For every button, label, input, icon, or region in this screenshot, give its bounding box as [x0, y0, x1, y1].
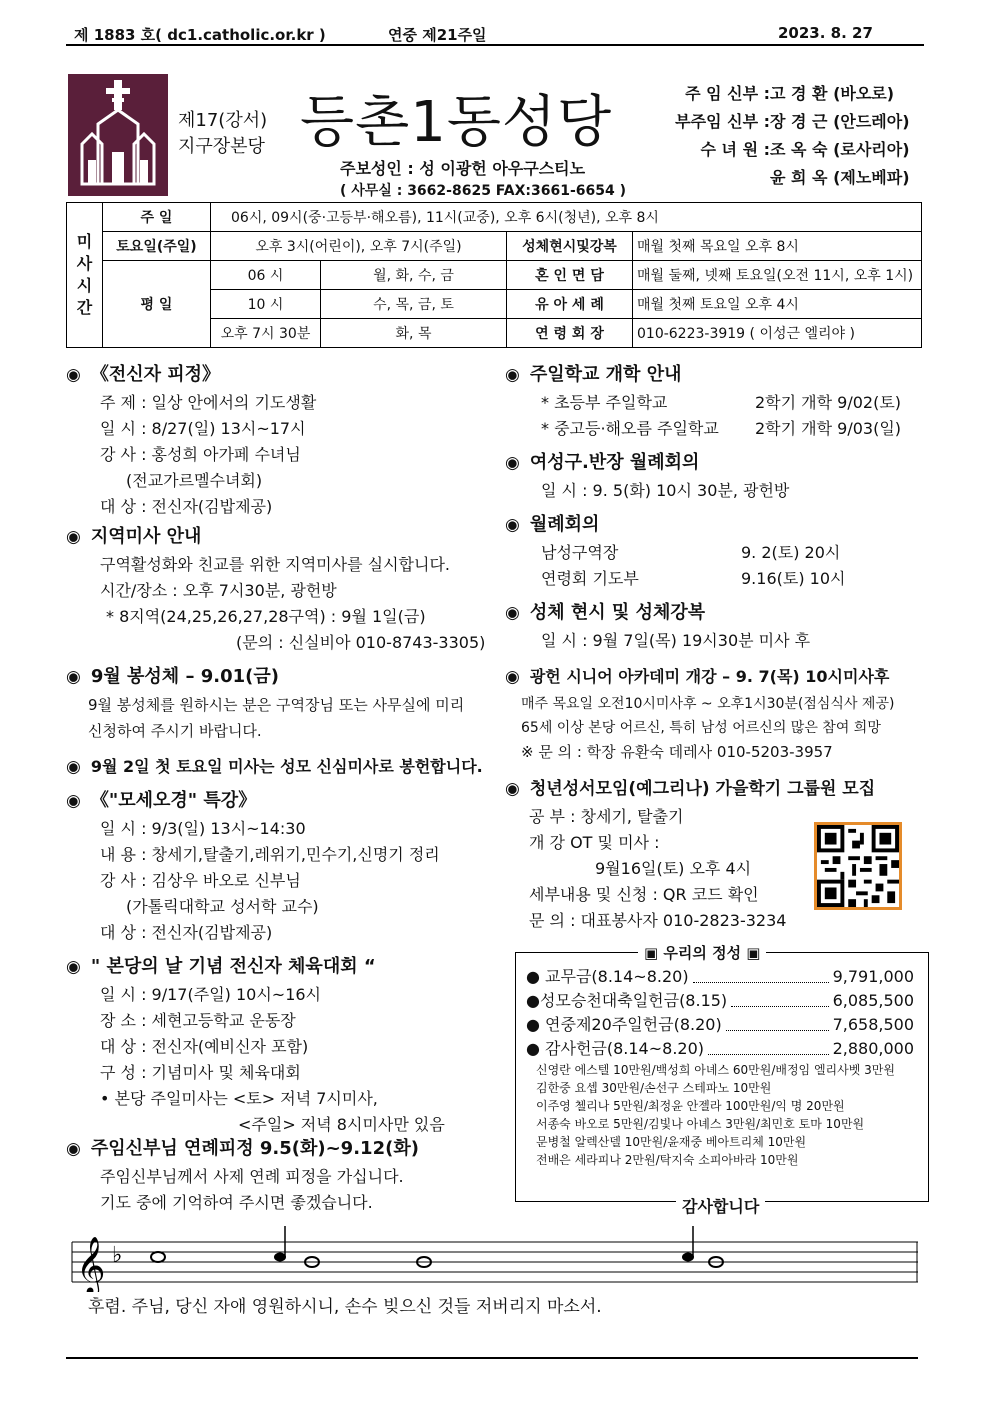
- issue-date: 2023. 8. 27: [778, 24, 873, 42]
- section-district-mass: ◉ 지역미사 안내 구역활성화와 친교를 위한 지역미사를 실시합니다. 시간/장소 : 오후 7시30분, 광헌방 * 8지역(24,25,26,27,28구역) : 9월 1일(금) (문의 : 신실비아 010-8743-3305): [66, 526, 486, 652]
- info-value: 매월 둘째, 넷째 토요일(오전 11시, 오후 1시): [633, 261, 922, 290]
- sunday-mass-times: 06시, 09시(중·고등부·해오름), 11시(교중), 오후 6시(청년), 오후 8시: [211, 203, 922, 232]
- liturgical-week: 연중 제21주일: [388, 26, 487, 44]
- section-monthly-meeting: ◉ 월례회의 남성구역장 9. 2(토) 20시 연령회 기도부 9.16(토) 10시: [505, 514, 846, 588]
- weekday-time: 10 시: [211, 290, 321, 319]
- section-senior-academy: ◉ 광헌 시니어 아카데미 개강 – 9. 7(목) 10시미사후 매주 목요일 오전10시미사후 ~ 오후1시30분(점심식사 제공) 65세 이상 본당 어르신, 특히 남성 어르신의 많은 참여 희망 ※ 문 의 : 학장 유환숙 데레사 010-5203-3957: [505, 667, 895, 761]
- section-title: 9월 봉성체 – 9.01(금): [90, 666, 279, 687]
- weekday-time: 오후 7시 30분: [211, 319, 321, 348]
- section-women-meeting: ◉ 여성구.반장 월례회의 일 시 : 9. 5(화) 10시 30분, 광헌방: [505, 452, 790, 500]
- mass-side-label: 미 사 시 간: [67, 203, 103, 348]
- svg-text:♭: ♭: [112, 1243, 123, 1268]
- weekday-days: 월, 화, 수, 금: [321, 261, 507, 290]
- page-bottom-rule: [66, 1357, 918, 1359]
- qr-code-icon: [817, 825, 899, 907]
- svg-text:𝄞: 𝄞: [76, 1236, 106, 1292]
- weekday-time: 06 시: [211, 261, 321, 290]
- church-icon: [68, 74, 168, 196]
- patron-saint: 주보성인 : 성 이광헌 아우구스티노: [340, 159, 586, 178]
- section-title: 청년성서모임(예그리나) 가을학기 그룹원 모집: [529, 779, 876, 799]
- bullet-icon: ◉: [66, 667, 81, 687]
- section-sports-day: ◉ " 본당의 날 기념 전신자 체육대회 “ 일 시 : 9/17(주일) 10시~16시 장 소 : 세현고등학교 운동장 대 상 : 전신자(예비신자 포함) 구 성 : 기념미사 및 체육대회 • 본당 주일미사는 <토> 저녁 7시미사, <주일> 저녁 8시미사만 있음: [66, 956, 445, 1134]
- offering-item: ● 연중제20주일헌금(8.20) 7,658,500: [526, 1015, 914, 1034]
- issue-header: [66, 24, 924, 46]
- bullet-icon: ◉: [66, 1139, 81, 1159]
- bullet-icon: ◉: [66, 757, 81, 777]
- weekday-days: 수, 목, 금, 토: [321, 290, 507, 319]
- bullet-icon: ◉: [66, 957, 81, 977]
- clergy-row: 주 임 신부 :고 경 환 (바오로): [685, 84, 895, 103]
- bullet-icon: ◉: [66, 527, 81, 547]
- clergy-row: 수 녀 원 :조 옥 숙 (로사리아): [700, 140, 910, 159]
- offering-item: ● 감사헌금(8.14~8.20) 2,880,000: [526, 1039, 914, 1058]
- donor-list: 신영란 에스텔 10만원/백성희 아녜스 60만원/배정임 엘리사벳 3만원 김한중 요셉 30만원/손선구 스테파노 10만원 이주영 첼리나 5만원/최정윤 안젤라 100만원/익 명 20만원 서종숙 바오로 5만원/김빛나 아녜스 3만원/최민호 토마 10만원 문병철 알렉산델 10만원/윤재중 베아트리체 10만원 전배은 세라피나 2만원/탁지숙 소피아바라 10만원: [536, 1063, 895, 1167]
- clergy-list: [650, 80, 920, 192]
- section-title: 광헌 시니어 아카데미 개강 – 9. 7(목) 10시미사후: [529, 667, 890, 686]
- adoration-label: 성체현시및강복: [507, 232, 633, 261]
- bullet-icon: ◉: [505, 515, 520, 535]
- bullet-icon: ◉: [505, 365, 520, 385]
- info-value: 010-6223-3919 ( 이성근 엘리야 ): [633, 319, 922, 348]
- sunday-label: 주 일: [103, 203, 211, 232]
- section-communion: ◉ 9월 봉성체 – 9.01(금) 9월 봉성체를 원하시는 분은 구역장님 또는 사무실에 미리 신청하여 주시기 바랍니다.: [66, 666, 465, 740]
- section-title: 《"모세오경" 특강》: [90, 790, 257, 811]
- offering-item: ●성모승천대축일헌금(8.15) 6,085,500: [526, 991, 914, 1010]
- info-label: 혼 인 면 담: [507, 261, 633, 290]
- section-title: 주일학교 개학 안내: [529, 364, 682, 385]
- section-adoration: ◉ 성체 현시 및 성체강복 일 시 : 9월 7일(목) 19시30분 미사 후: [505, 602, 811, 650]
- church-logo: [68, 74, 168, 196]
- bullet-icon: ◉: [66, 365, 81, 385]
- section-title: 지역미사 안내: [90, 526, 202, 547]
- offering-item: ● 교무금(8.14~8.20) 9,791,000: [526, 967, 914, 986]
- music-notation-icon: [68, 1222, 918, 1292]
- section-pentateuch: ◉ 《"모세오경" 특강》 일 시 : 9/3(일) 13시~14:30 내 용 : 창세기,탈출기,레위기,민수기,신명기 정리 강 사 : 김상우 바오로 신부님 (가톨릭대학교 성서학 교수) 대 상 : 전신자(김밥제공): [66, 790, 440, 942]
- info-value: 매월 첫째 토요일 오후 4시: [633, 290, 922, 319]
- thanks-text: 감사합니다: [676, 1194, 765, 1217]
- district-label: 제17(강서) 지구장본당: [178, 110, 268, 157]
- music-staff: [68, 1222, 918, 1292]
- adoration-info: 매월 첫째 목요일 오후 8시: [633, 232, 922, 261]
- section-title: 성체 현시 및 성체강복: [529, 602, 706, 623]
- bullet-icon: ◉: [505, 603, 520, 623]
- section-title: 월례회의: [529, 514, 600, 535]
- parish-name: 등촌1동성당: [300, 90, 613, 155]
- mass-schedule-table: [66, 202, 922, 348]
- bullet-icon: ◉: [66, 791, 81, 811]
- section-retreat: ◉ 《전신자 피정》 주 제 : 일상 안에서의 기도생활 일 시 : 8/27(일) 13시~17시 강 사 : 홍성희 아가페 수녀님 (전교가르멜수녀회) 대 상 : 전신자(김밥제공): [66, 364, 317, 516]
- section-pastor-retreat: ◉ 주임신부님 연례피정 9.5(화)~9.12(화) 주임신부님께서 사제 연례 피정을 가십니다. 기도 중에 기억하여 주시면 좋겠습니다.: [66, 1138, 419, 1212]
- offering-title: ▣ 우리의 정성 ▣: [638, 942, 766, 963]
- section-title: 9월 2일 첫 토요일 미사는 성모 신심미사로 봉헌합니다.: [90, 757, 483, 776]
- issue-number: 제 1883 호( dc1.catholic.or.kr ): [74, 26, 326, 44]
- bullet-icon: ◉: [505, 453, 520, 473]
- info-label: 유 아 세 례: [507, 290, 633, 319]
- section-title: " 본당의 날 기념 전신자 체육대회 “: [90, 956, 376, 977]
- weekday-label: 평 일: [103, 261, 211, 348]
- saturday-label: 토요일(주일): [103, 232, 211, 261]
- office-contact: ( 사무실 : 3662-8625 FAX:3661-6654 ): [340, 183, 627, 199]
- section-sunday-school: ◉ 주일학교 개학 안내 * 초등부 주일학교 2학기 개학 9/02(토) * 중고등·해오름 주일학교 2학기 개학 9/03(일): [505, 364, 902, 438]
- qr-code[interactable]: [814, 822, 902, 910]
- offering-box: [515, 952, 929, 1202]
- info-label: 연 령 회 장: [507, 319, 633, 348]
- section-title: 《전신자 피정》: [90, 364, 221, 385]
- weekday-days: 화, 목: [321, 319, 507, 348]
- section-youth-bible: ◉ 청년성서모임(예그리나) 가을학기 그룹원 모집 공 부 : 창세기, 탈출기 개 강 OT 및 미사 : 9월16일(토) 오후 4시 세부내용 및 신청 : QR 코드 확인 문 의 : 대표봉사자 010-2823-3234: [505, 779, 876, 930]
- bullet-icon: ◉: [505, 779, 520, 799]
- psalm-refrain: 후렴. 주님, 당신 자애 영원하시니, 손수 빚으신 것들 저버리지 마소서.: [88, 1297, 602, 1317]
- section-first-saturday: [66, 752, 496, 782]
- clergy-row: 윤 희 옥 (제노베파): [770, 168, 910, 187]
- section-title: 여성구.반장 월례회의: [529, 452, 700, 473]
- section-title: 주임신부님 연례피정 9.5(화)~9.12(화): [90, 1138, 419, 1159]
- bullet-icon: ◉: [505, 667, 520, 687]
- clergy-row: 부주임 신부 :장 경 근 (안드레아): [675, 112, 910, 131]
- saturday-mass-times: 오후 3시(어린이), 오후 7시(주일): [211, 232, 507, 261]
